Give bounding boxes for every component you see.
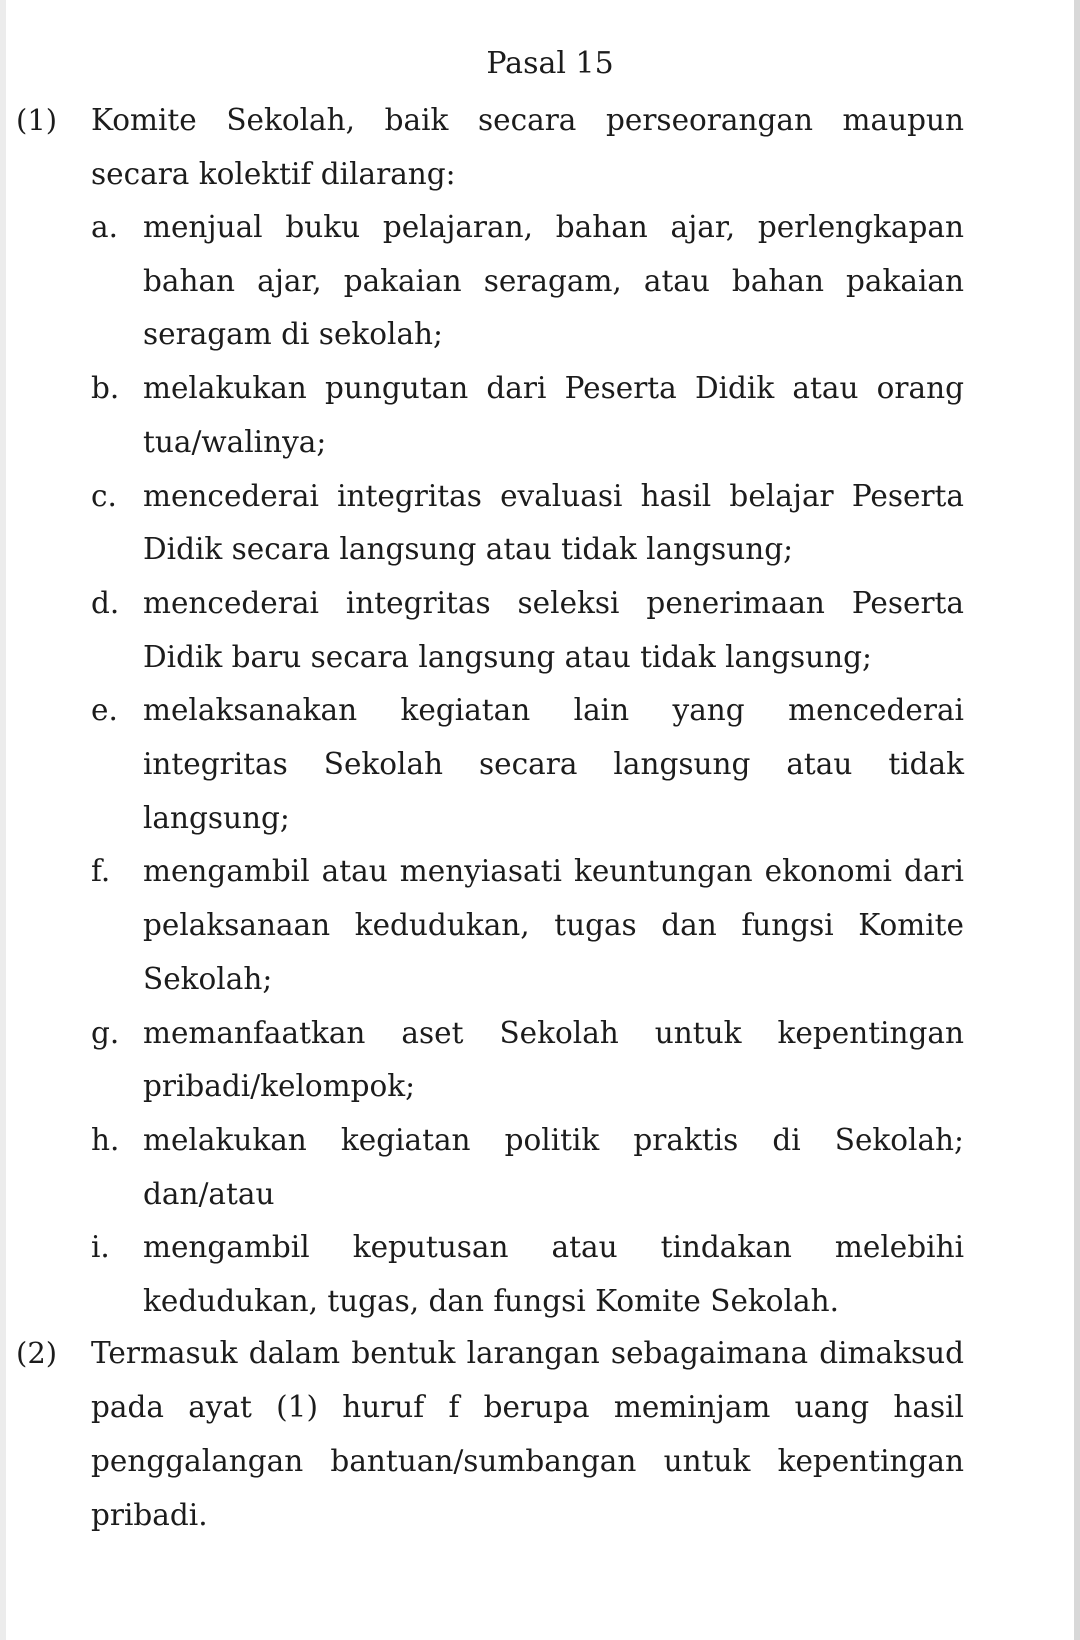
list-item [16,470,964,577]
item-letter: a. [91,210,118,244]
article-title: Pasal 15 [486,46,614,81]
item-text: mencederai integritas evaluasi hasil belajar Peserta Didik secara langsung atau tidak langsung; [143,478,964,567]
item-letter: i. [91,1230,110,1265]
item-letter: e. [91,693,118,728]
paragraph-number: (1) [16,103,58,137]
prohibition-list [16,201,964,1329]
paragraph-number: (2) [16,1336,58,1370]
paragraph-2 [16,1326,964,1542]
list-item [16,845,964,1006]
list-item [16,684,964,845]
list-item [16,1114,964,1221]
item-text: menjual buku pelajaran, bahan ajar, perlengkapan bahan ajar, pakaian seragam, atau bahan pakaian seragam di sekolah; [143,210,964,352]
item-letter: f. [91,854,111,889]
list-item [16,1007,964,1114]
list-item [16,362,964,469]
page-edge [1074,0,1080,1640]
list-item [16,577,964,684]
paragraph-1 [16,93,964,1329]
item-letter: c. [91,478,117,513]
item-text: melaksanakan kegiatan lain yang mencederai integritas Sekolah secara langsung atau tidak langsung; [143,693,964,835]
item-letter: b. [91,371,120,406]
item-text: mengambil keputusan atau tindakan melebihi kedudukan, tugas, dan fungsi Komite Sekolah. [143,1230,964,1319]
item-text: mengambil atau menyiasati keuntungan ekonomi dari pelaksanaan kedudukan, tugas dan fungsi Komite Sekolah; [143,854,964,996]
list-item [16,201,964,362]
item-text: melakukan kegiatan politik praktis di Sekolah; dan/atau [143,1122,964,1211]
item-letter: g. [91,1015,120,1050]
list-item [16,1221,964,1328]
item-text: memanfaatkan aset Sekolah untuk kepentingan pribadi/kelompok; [143,1015,964,1104]
item-letter: d. [91,585,120,620]
document-page [6,0,1074,1640]
item-text: melakukan pungutan dari Peserta Didik atau orang tua/walinya; [143,371,964,459]
item-text: mencederai integritas seleksi penerimaan Peserta Didik baru secara langsung atau tidak langsung; [143,585,964,674]
paragraph-text: Termasuk dalam bentuk larangan sebagaimana dimaksud pada ayat (1) huruf f berupa meminjam uang hasil penggalangan bantuan/sumbangan untuk kepentingan pribadi. [91,1336,964,1532]
item-letter: h. [91,1122,120,1157]
paragraph-text: Komite Sekolah, baik secara perseorangan maupun secara kolektif dilarang: [91,103,964,191]
